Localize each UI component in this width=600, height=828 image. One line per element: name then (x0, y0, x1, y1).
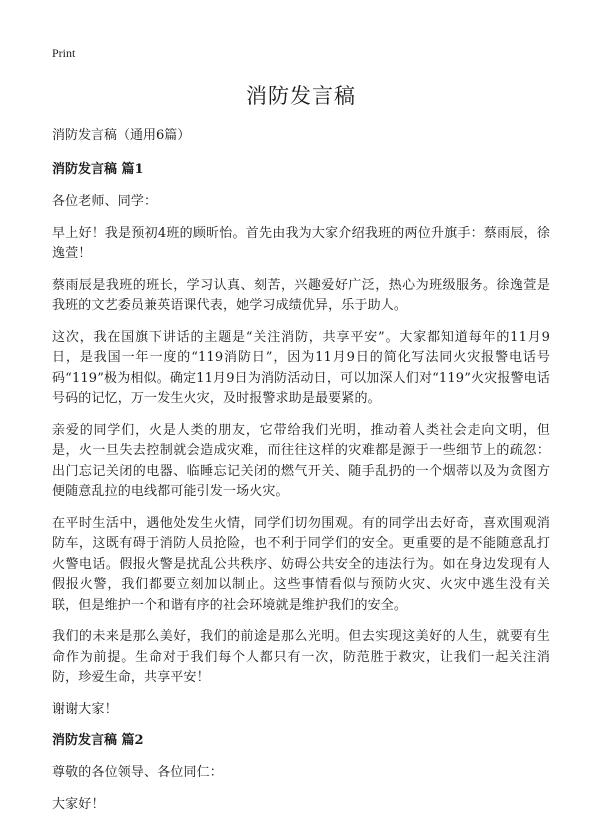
closing-paragraph: 谢谢大家！ (52, 701, 118, 717)
section-heading: 消防发言稿 篇2 (52, 733, 144, 748)
paragraph: 在平时生活中，遇他处发生火情，同学们切勿围观。有的同学出去好奇，喜欢围观消防车，这既有碍于消防人员抢险，也不利于同学们的安全。更重要的是不能随意乱打火警电话。假报火警是扰乱公共秩序、妨碍公共安全的违法行为。如在身边发现有人假报火警，我们都要立刻加以制止。这些事情看似与预防火灾、火灾中逃生没有关联，但是维护一个和谐有序的社会环境就是维护我们的安全。 (52, 515, 550, 613)
section-2 (52, 731, 550, 815)
paragraph: 这次，我在国旗下讲话的主题是“关注消防，共享平安”。大家都知道每年的11月9日，是我国一年一度的“119消防日”，因为11月9日的简化写法同火灾报警电话号码“119”极为相似。确定11月9日为消防活动日，可以加深人们对“119”火灾报警电话号码的记忆，万一发生火灾，及时报警求助是最要紧的。 (52, 329, 550, 406)
paragraph: 亲爱的同学们，火是人类的朋友，它带给我们光明，推动着人类社会走向文明，但是，火一旦失去控制就会造成灾难，而往往这样的灾难都是源于一些细节上的疏忽：出门忘记关闭的电器、临睡忘记关闭的燃气开关、随手乱扔的一个烟蒂以及为贪图方便随意乱拉的电线都可能引发一场火灾。 (52, 422, 550, 499)
greeting-paragraph: 各位老师、同学： (52, 194, 158, 209)
document-subtitle: 消防发言稿（通用6篇） (52, 128, 191, 143)
page-title: 消防发言稿 (246, 84, 356, 108)
paragraph: 蔡雨辰是我班的班长，学习认真、刻苦，兴趣爱好广泛，热心为班级服务。徐逸萱是我班的文艺委员兼英语课代表，她学习成绩优异，乐于助人。 (52, 277, 550, 313)
section-heading: 消防发言稿 篇1 (52, 162, 144, 177)
greeting-paragraph: 尊敬的各位领导、各位同仁： (52, 765, 223, 780)
section-1 (52, 160, 550, 720)
paragraph: 大家好！ (52, 796, 105, 812)
document-body (52, 80, 550, 826)
paragraph: 我们的未来是那么美好，我们的前途是那么光明。但去实现这美好的人生，就要有生命作为前提。生命对于我们每个人都只有一次，防范胜于救灾，让我们一起关注消防，珍爱生命，共享平安！ (52, 629, 550, 685)
paragraph: 早上好！我是预初4班的顾昕怡。首先由我为大家介绍我班的两位升旗手：蔡雨辰，徐逸萱！ (52, 225, 550, 261)
print-link[interactable]: Print (52, 46, 76, 60)
